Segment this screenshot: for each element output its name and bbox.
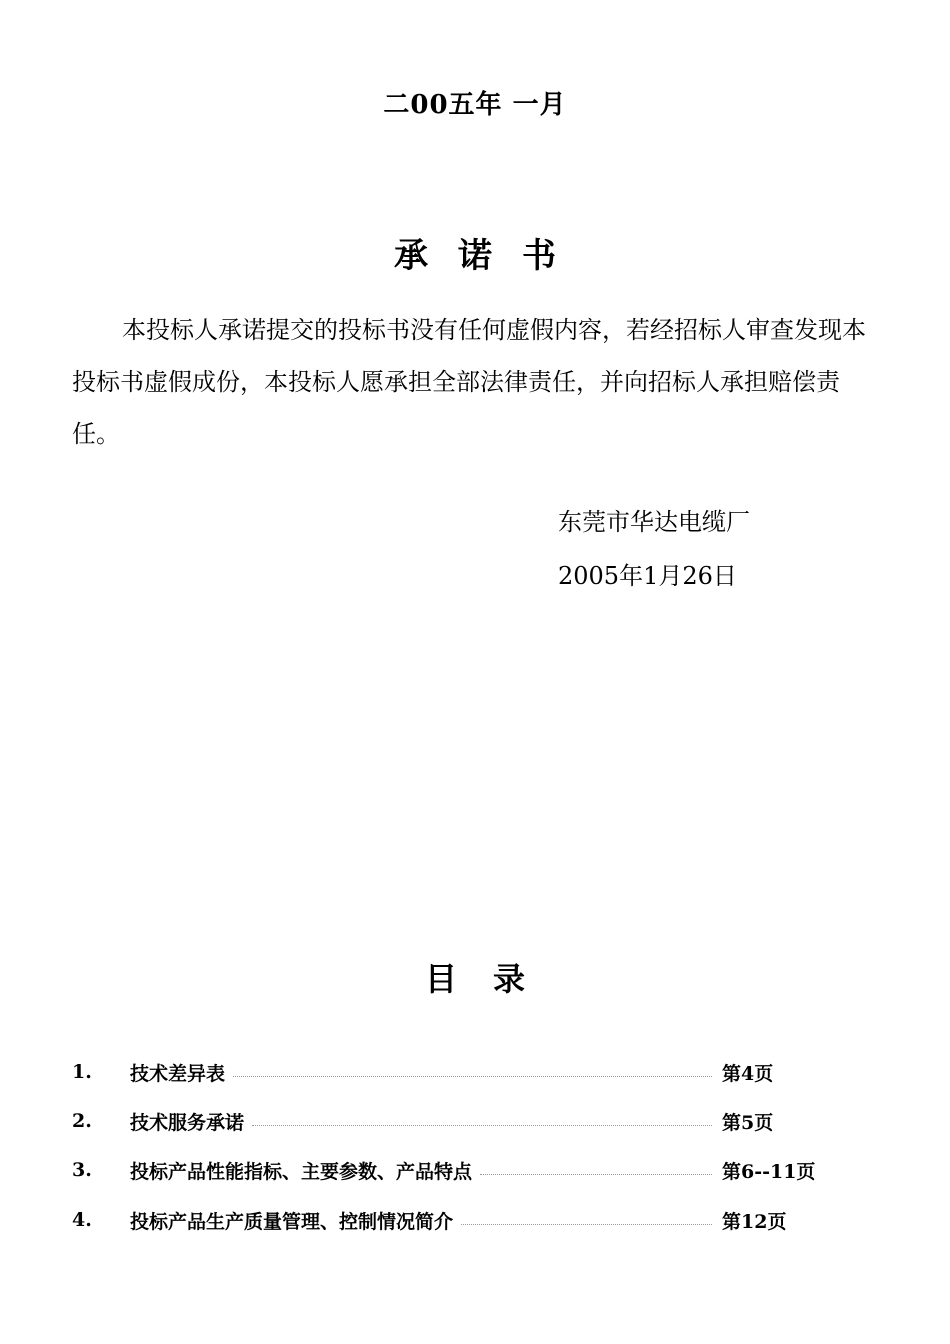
document-date-heading: 二00五年 一月 bbox=[383, 90, 567, 120]
toc-item[interactable] bbox=[72, 1155, 832, 1185]
toc-dot-leader bbox=[233, 1076, 712, 1077]
toc-title: 目录 bbox=[424, 960, 561, 998]
toc-item-page: 第6--11页 bbox=[722, 1160, 816, 1183]
toc-item-label: 投标产品生产质量管理、控制情况简介 bbox=[130, 1210, 454, 1233]
toc-item-label: 技术差异表 bbox=[130, 1062, 226, 1085]
toc-item-number: 1. bbox=[72, 1061, 92, 1083]
signer-company: 东莞市华达电缆厂 bbox=[558, 508, 750, 536]
pledge-title: 承诺书 bbox=[394, 236, 586, 276]
toc-item-page: 第5页 bbox=[722, 1111, 774, 1134]
toc-item-page: 第12页 bbox=[722, 1210, 787, 1233]
toc-item-label: 技术服务承诺 bbox=[130, 1111, 245, 1134]
toc-item-number: 2. bbox=[72, 1110, 92, 1132]
toc-dot-leader bbox=[480, 1174, 712, 1175]
pledge-body-text: 本投标人承诺提交的投标书没有任何虚假内容，若经招标人审查发现本投标书虚假成份，本投标人愿承担全部法律责任，并向招标人承担赔偿责任。 bbox=[72, 316, 866, 448]
toc-item-number: 4. bbox=[72, 1209, 92, 1231]
toc-dot-leader bbox=[252, 1125, 712, 1126]
toc-item[interactable] bbox=[72, 1205, 832, 1235]
toc-item-page: 第4页 bbox=[722, 1062, 774, 1085]
toc-dot-leader bbox=[461, 1224, 712, 1225]
toc-item[interactable] bbox=[72, 1106, 832, 1136]
sign-date: 2005年1月26日 bbox=[558, 562, 737, 590]
toc-item-label: 投标产品性能指标、主要参数、产品特点 bbox=[130, 1160, 473, 1183]
toc-item[interactable] bbox=[72, 1057, 832, 1087]
toc-item-number: 3. bbox=[72, 1159, 92, 1181]
